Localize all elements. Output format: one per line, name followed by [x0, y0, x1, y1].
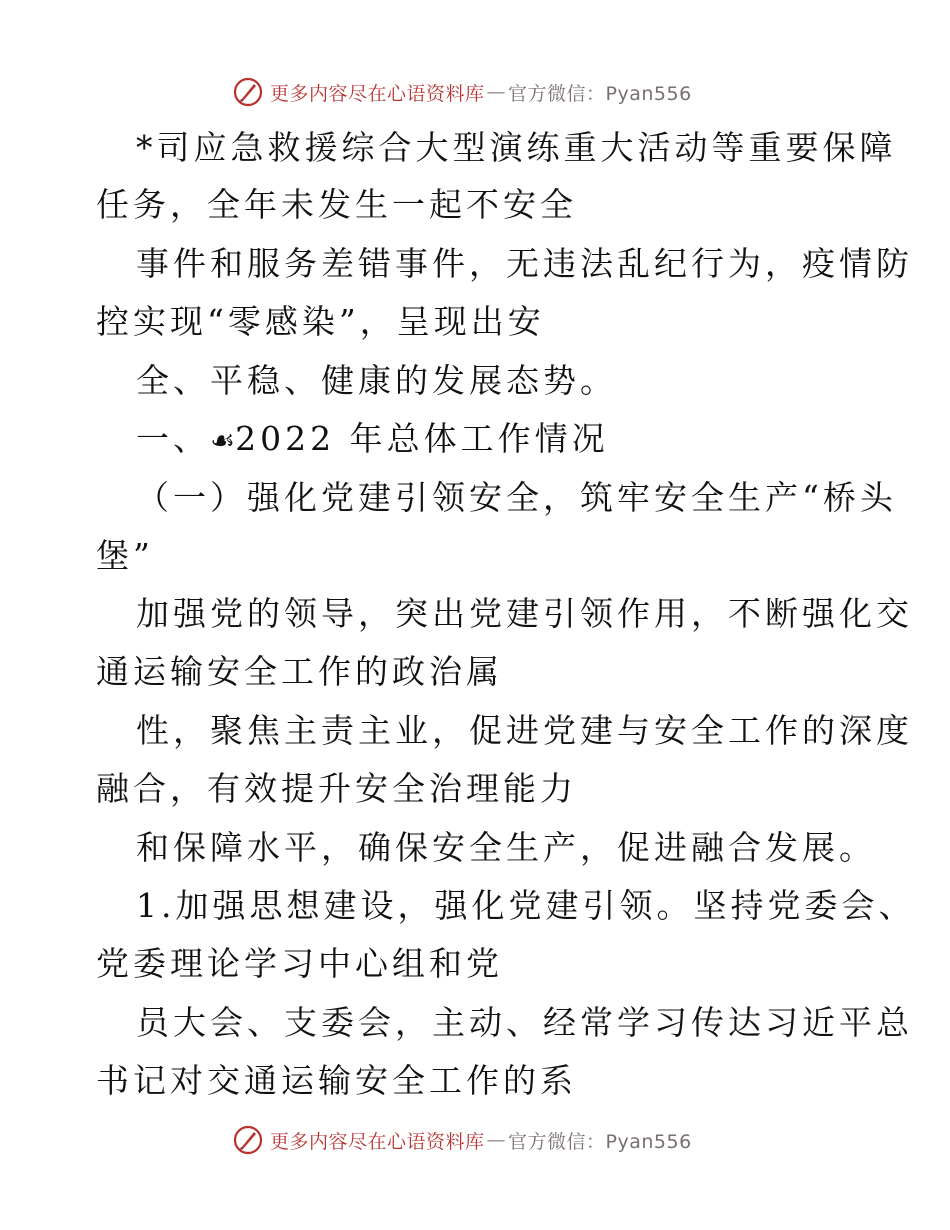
paragraph-line: 全、平稳、健康的发展态势。 [136, 361, 617, 400]
watermark-footer [232, 1122, 712, 1158]
watermark-text: 更多内容尽在心语资料库 [270, 82, 485, 105]
watermark-dash: — [486, 81, 507, 103]
paragraph-line: 加强党的领导，突出党建引领作用，不断强化交 [136, 594, 913, 633]
watermark-text: 更多内容尽在心语资料库 [270, 1130, 485, 1153]
paragraph-line: 任务，全年未发生一起不安全 [96, 185, 577, 224]
paragraph-line: 和保障水平，确保安全生产，促进融合发展。 [136, 828, 876, 867]
paragraph-line: 事件和服务差错事件，无违法乱纪行为，疫情防 [136, 244, 913, 283]
ornament-icon: ☙ [210, 424, 236, 457]
paragraph-line: 融合，有效提升安全治理能力 [96, 769, 577, 808]
paragraph-line: 控实现“零感染”，呈现出安 [96, 302, 545, 341]
section-heading [96, 417, 609, 463]
paragraph-line: 党委理论学习中心组和党 [96, 944, 503, 983]
paragraph-line: 性，聚焦主责主业，促进党建与安全工作的深度 [136, 711, 913, 750]
watermark-wechat: 官方微信：Pyan556 [508, 1130, 692, 1153]
section-number: 一、 [136, 419, 210, 458]
paragraph-line: 1.加强思想建设，强化党建引领。坚持党委会、 [136, 886, 916, 925]
paragraph-line: 书记对交通运输安全工作的系 [96, 1061, 577, 1100]
section-title: 2022 年总体工作情况 [235, 419, 609, 458]
watermark-wechat: 官方微信：Pyan556 [508, 82, 692, 105]
watermark-header [232, 74, 712, 110]
watermark-dash: — [486, 1129, 507, 1151]
subsection-heading: （一）强化党建引领安全，筑牢安全生产“桥头 [136, 478, 897, 517]
paragraph-line: 通运输安全工作的政治属 [96, 652, 503, 691]
paragraph-line: 员大会、支委会，主动、经常学习传达习近平总 [136, 1003, 913, 1042]
quill-pen-circle-icon [232, 1124, 264, 1156]
paragraph-line: *司应急救援综合大型演练重大活动等重要保障 [136, 128, 897, 167]
quill-pen-circle-icon [232, 76, 264, 108]
paragraph-line: 堡” [96, 536, 154, 575]
